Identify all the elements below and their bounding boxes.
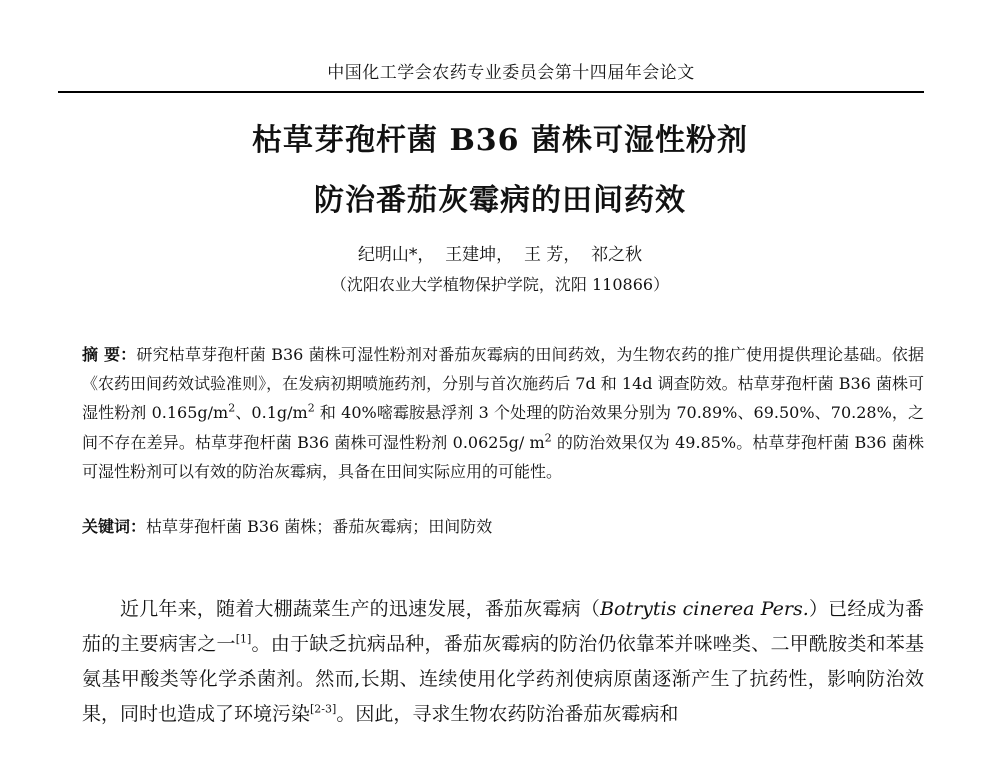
abstract-text-2: 、0.1g/m — [235, 403, 308, 423]
keywords-label: 关键词： — [82, 517, 147, 536]
paper-title-line2: 防治番茄灰霉病的田间药效 — [314, 183, 686, 218]
abstract-text-4: 的防治效果仅为 49.85%。枯草芽孢杆菌 B36 菌株可湿性粉剂可以有效的防治灰霉病，具备在田间实际应用的可能性。 — [82, 432, 924, 481]
author-list — [0, 240, 1000, 265]
author-3: 王 芳， — [523, 245, 581, 265]
author-2: 王建坤， — [445, 245, 514, 265]
abstract-text-3: 和 40%嘧霉胺悬浮剂 3 个处理的防治效果分别为 70.89%、69.50%、70.28%，之间不存在差异。枯草芽孢杆菌 B36 菌株可湿性粉剂 0.0625g/ m — [82, 403, 924, 452]
paper-title-line1: 枯草芽孢杆菌 B36 菌株可湿性粉剂 — [252, 123, 748, 158]
header-rule — [58, 91, 924, 93]
body-text-3: 。由于缺乏抗病品种，番茄灰霉病的防治仍依靠苯并咪唑类、二甲酰胺类和苯基氨基甲酸类等化学杀菌剂。然而,长期、连续使用化学药剂使病原菌逐渐产生了抗药性，影响防治效果，同时也造成了环境污染 — [82, 633, 924, 725]
superscript: 2 — [228, 402, 236, 416]
body-text-2: ）已经成为番茄的主要病害之一 — [82, 598, 924, 655]
author-4: 祁之秋 — [591, 245, 643, 265]
paragraph — [82, 592, 924, 732]
keywords — [82, 514, 924, 537]
superscript: 2 — [307, 402, 315, 416]
citation: [2-3] — [310, 702, 337, 716]
abstract-text-1: 研究枯草芽孢杆菌 B36 菌株可湿性粉剂对番茄灰霉病的田间药效，为生物农药的推广使用提供理论基础。依据《农药田间药效试验准则》，在发病初期喷施药剂，分别与首次施药后 7d 和 14d 调查防效。枯草芽孢杆菌 B36 菌株可湿性粉剂 0.165g/m — [82, 345, 924, 423]
species-name: Botrytis cinerea Pers. — [600, 598, 809, 620]
keywords-text: 枯草芽孢杆菌 B36 菌株；番茄灰霉病；田间防效 — [146, 517, 493, 536]
abstract — [82, 340, 924, 486]
running-header: 中国化工学会农药专业委员会第十四届年会论文 — [327, 63, 695, 83]
body-text — [82, 592, 924, 732]
body-text-4: 。因此，寻求生物农药防治番茄灰霉病和 — [336, 703, 679, 725]
author-1: 纪明山*， — [357, 245, 435, 265]
affiliation: （沈阳农业大学植物保护学院，沈阳 110866） — [330, 275, 670, 294]
body-text-1: 近几年来，随着大棚蔬菜生产的迅速发展，番茄灰霉病（ — [120, 598, 601, 620]
abstract-label: 摘 要： — [82, 345, 137, 364]
superscript: 2 — [544, 431, 552, 445]
citation: [1] — [235, 632, 252, 646]
